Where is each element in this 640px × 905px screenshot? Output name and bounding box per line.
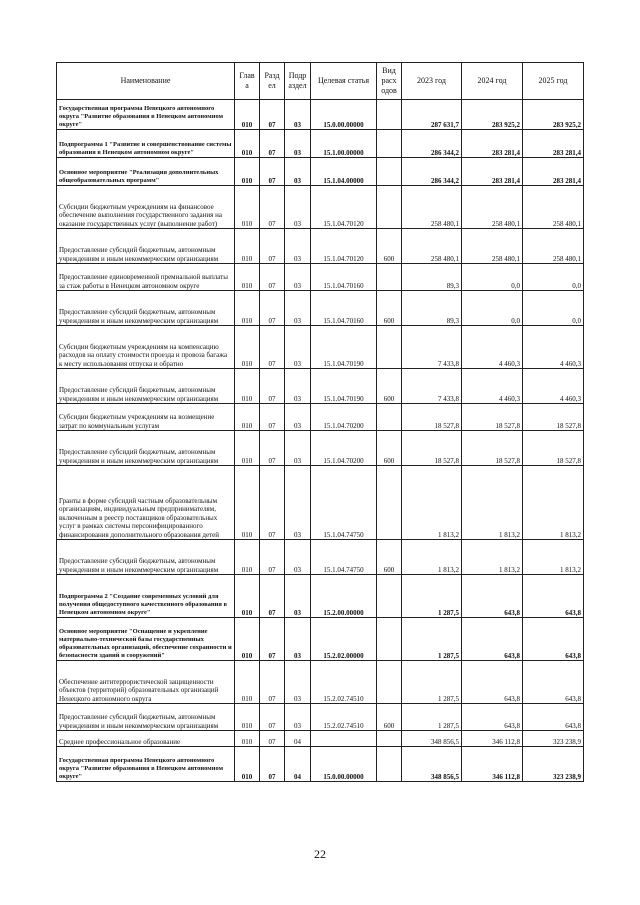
cell-y2025: 258 480,1 [523, 186, 584, 229]
cell-podrazdel: 03 [285, 264, 311, 291]
cell-target: 15.1.04.74750 [311, 540, 377, 575]
cell-y2023: 1 287,5 [402, 704, 462, 731]
cell-y2025: 643,8 [523, 661, 584, 704]
cell-podrazdel: 03 [285, 431, 311, 466]
cell-podrazdel: 03 [285, 404, 311, 431]
cell-y2024: 643,8 [462, 575, 523, 618]
table-row [57, 661, 584, 704]
cell-y2024: 0,0 [462, 264, 523, 291]
cell-vid [377, 404, 402, 431]
cell-y2024: 283 925,2 [462, 100, 523, 130]
cell-y2024: 283 281,4 [462, 130, 523, 158]
cell-podrazdel: 03 [285, 291, 311, 326]
cell-vid [377, 326, 402, 369]
cell-vid [377, 264, 402, 291]
cell-y2025: 18 527,8 [523, 404, 584, 431]
cell-vid: 600 [377, 291, 402, 326]
cell-podrazdel: 03 [285, 229, 311, 264]
col-name-header: Наименование [57, 63, 235, 100]
cell-glava: 010 [235, 291, 260, 326]
cell-vid [377, 661, 402, 704]
cell-y2023: 1 287,5 [402, 661, 462, 704]
cell-razdel: 07 [260, 747, 285, 782]
cell-y2024: 258 480,1 [462, 229, 523, 264]
cell-razdel: 07 [260, 369, 285, 404]
cell-podrazdel: 03 [285, 369, 311, 404]
table-row [57, 326, 584, 369]
cell-name: Государственная программа Ненецкого автономного округа "Развитие образования в Ненецком автономном округе" [57, 747, 235, 782]
cell-vid [377, 158, 402, 186]
cell-y2023: 286 344,2 [402, 130, 462, 158]
cell-name: Предоставление субсидий бюджетным, автономным учреждениям и иным некоммерческим организациям [57, 704, 235, 731]
cell-glava: 010 [235, 618, 260, 661]
cell-y2023: 89,3 [402, 264, 462, 291]
cell-y2025: 643,8 [523, 575, 584, 618]
cell-y2025: 283 925,2 [523, 100, 584, 130]
cell-target: 15.1.04.70120 [311, 186, 377, 229]
cell-razdel: 07 [260, 291, 285, 326]
cell-y2023: 1 287,5 [402, 618, 462, 661]
cell-name: Субсидии бюджетным учреждениям на компенсацию расходов на оплату стоимости проезда и провоза багажа к месту использования отпуска и обратно [57, 326, 235, 369]
cell-y2023: 18 527,8 [402, 404, 462, 431]
table-row [57, 158, 584, 186]
cell-y2025: 323 238,9 [523, 747, 584, 782]
cell-vid: 600 [377, 431, 402, 466]
cell-razdel: 07 [260, 100, 285, 130]
cell-y2024: 643,8 [462, 704, 523, 731]
cell-podrazdel: 03 [285, 540, 311, 575]
cell-glava: 010 [235, 704, 260, 731]
cell-target: 15.2.02.74510 [311, 704, 377, 731]
cell-razdel: 07 [260, 575, 285, 618]
cell-target: 15.1.00.00000 [311, 130, 377, 158]
table-row [57, 130, 584, 158]
cell-y2024: 283 281,4 [462, 158, 523, 186]
table-row [57, 431, 584, 466]
cell-y2025: 4 460,3 [523, 369, 584, 404]
col-vid-header: Вид расх одов [377, 63, 402, 100]
cell-y2024: 1 813,2 [462, 540, 523, 575]
table-row [57, 264, 584, 291]
cell-name: Субсидии бюджетным учреждениям на возмещение затрат по коммунальным услугам [57, 404, 235, 431]
cell-target: 15.1.04.70120 [311, 229, 377, 264]
page-number: 22 [314, 847, 326, 861]
cell-y2025: 258 480,1 [523, 229, 584, 264]
table-row [57, 731, 584, 747]
cell-target: 15.1.04.00000 [311, 158, 377, 186]
cell-target: 15.2.00.00000 [311, 575, 377, 618]
cell-glava: 010 [235, 229, 260, 264]
cell-glava: 010 [235, 540, 260, 575]
cell-podrazdel: 04 [285, 747, 311, 782]
cell-name: Предоставление субсидий бюджетным, автономным учреждениям и иным некоммерческим организациям [57, 369, 235, 404]
cell-target: 15.1.04.70160 [311, 291, 377, 326]
budget-table [56, 62, 584, 782]
table-row [57, 618, 584, 661]
cell-name: Государственная программа Ненецкого автономного округа "Развитие образования в Ненецком автономном округе" [57, 100, 235, 130]
cell-vid [377, 100, 402, 130]
cell-razdel: 07 [260, 704, 285, 731]
cell-target: 15.0.00.00000 [311, 747, 377, 782]
cell-name: Подпрограмма 2 "Создание современных условий для получения общедоступного качественного образования в Ненецком автономном округе" [57, 575, 235, 618]
cell-name: Среднее профессиональное образование [57, 731, 235, 747]
cell-name: Предоставление субсидий бюджетным, автономным учреждениям и иным некоммерческим организациям [57, 431, 235, 466]
cell-vid: 600 [377, 540, 402, 575]
cell-name: Основное мероприятие "Оснащение и укрепление материально-технической базы государственных образовательных организаций, обеспечение сохранности и безопасности зданий и сооружений" [57, 618, 235, 661]
cell-name: Субсидии бюджетным учреждениям на финансовое обеспечение выполнения государственного задания на оказание государственных услуг (выполнение работ) [57, 186, 235, 229]
table-row [57, 369, 584, 404]
cell-razdel: 07 [260, 431, 285, 466]
cell-y2024: 0,0 [462, 291, 523, 326]
cell-target: 15.1.04.70200 [311, 404, 377, 431]
cell-y2024: 643,8 [462, 618, 523, 661]
cell-y2025: 643,8 [523, 618, 584, 661]
col-podrazdel-header: Подр аздел [285, 63, 311, 100]
cell-vid: 600 [377, 369, 402, 404]
cell-name: Подпрограмма 1 "Развитие и совершенствование системы образования в Ненецком автономном округе" [57, 130, 235, 158]
cell-glava: 010 [235, 264, 260, 291]
cell-y2025: 0,0 [523, 264, 584, 291]
table-row [57, 747, 584, 782]
cell-y2024: 346 112,8 [462, 731, 523, 747]
cell-vid [377, 575, 402, 618]
cell-y2023: 258 480,1 [402, 186, 462, 229]
cell-glava: 010 [235, 747, 260, 782]
cell-podrazdel: 03 [285, 158, 311, 186]
cell-razdel: 07 [260, 731, 285, 747]
col-razdel-header: Разд ел [260, 63, 285, 100]
cell-y2023: 1 287,5 [402, 575, 462, 618]
table-row [57, 100, 584, 130]
cell-podrazdel: 03 [285, 326, 311, 369]
cell-y2023: 286 344,2 [402, 158, 462, 186]
cell-podrazdel: 03 [285, 575, 311, 618]
cell-target: 15.1.04.70190 [311, 369, 377, 404]
cell-y2025: 1 813,2 [523, 540, 584, 575]
cell-y2025: 1 813,2 [523, 466, 584, 540]
table-row [57, 291, 584, 326]
cell-razdel: 07 [260, 404, 285, 431]
cell-vid [377, 466, 402, 540]
col-target-header: Целевая статья [311, 63, 377, 100]
cell-razdel: 07 [260, 158, 285, 186]
cell-y2023: 348 856,5 [402, 731, 462, 747]
cell-glava: 010 [235, 326, 260, 369]
cell-name: Обеспечение антитеррористической защищенности объектов (территорий) образовательных организаций Ненецкого автономного округа [57, 661, 235, 704]
cell-glava: 010 [235, 130, 260, 158]
table-row [57, 186, 584, 229]
cell-podrazdel: 03 [285, 466, 311, 540]
cell-name: Предоставление единовременной премиальной выплаты за стаж работы в Ненецком автономном округе [57, 264, 235, 291]
cell-y2024: 4 460,3 [462, 326, 523, 369]
cell-y2025: 283 281,4 [523, 130, 584, 158]
cell-glava: 010 [235, 661, 260, 704]
header-row [57, 63, 584, 100]
cell-y2023: 1 813,2 [402, 466, 462, 540]
cell-name: Основное мероприятие "Реализация дополнительных общеобразовательных программ" [57, 158, 235, 186]
cell-razdel: 07 [260, 229, 285, 264]
cell-razdel: 07 [260, 130, 285, 158]
cell-razdel: 07 [260, 466, 285, 540]
table-row [57, 540, 584, 575]
cell-razdel: 07 [260, 264, 285, 291]
col-2025-header: 2025 год [523, 63, 584, 100]
table-row [57, 704, 584, 731]
cell-y2023: 18 527,8 [402, 431, 462, 466]
cell-name: Предоставление субсидий бюджетным, автономным учреждениям и иным некоммерческим организациям [57, 291, 235, 326]
cell-glava: 010 [235, 100, 260, 130]
cell-glava: 010 [235, 404, 260, 431]
cell-glava: 010 [235, 466, 260, 540]
cell-razdel: 07 [260, 326, 285, 369]
cell-vid [377, 186, 402, 229]
cell-target: 15.1.04.70200 [311, 431, 377, 466]
cell-y2024: 1 813,2 [462, 466, 523, 540]
cell-vid [377, 747, 402, 782]
cell-y2025: 323 238,9 [523, 731, 584, 747]
cell-y2023: 89,3 [402, 291, 462, 326]
cell-y2024: 4 460,3 [462, 369, 523, 404]
cell-glava: 010 [235, 369, 260, 404]
cell-glava: 010 [235, 158, 260, 186]
cell-y2024: 258 480,1 [462, 186, 523, 229]
cell-podrazdel: 03 [285, 130, 311, 158]
col-2024-header: 2024 год [462, 63, 523, 100]
table-row [57, 404, 584, 431]
cell-vid [377, 618, 402, 661]
cell-glava: 010 [235, 731, 260, 747]
cell-target: 15.0.00.00000 [311, 100, 377, 130]
cell-razdel: 07 [260, 540, 285, 575]
cell-podrazdel: 03 [285, 186, 311, 229]
cell-vid: 600 [377, 704, 402, 731]
cell-y2024: 346 112,8 [462, 747, 523, 782]
cell-y2024: 18 527,8 [462, 404, 523, 431]
cell-glava: 010 [235, 431, 260, 466]
cell-y2023: 287 631,7 [402, 100, 462, 130]
cell-y2025: 4 460,3 [523, 326, 584, 369]
table-row [57, 229, 584, 264]
cell-name: Предоставление субсидий бюджетным, автономным учреждениям и иным некоммерческим организациям [57, 229, 235, 264]
cell-vid: 600 [377, 229, 402, 264]
cell-y2024: 18 527,8 [462, 431, 523, 466]
cell-glava: 010 [235, 186, 260, 229]
cell-podrazdel: 03 [285, 100, 311, 130]
table-row [57, 575, 584, 618]
cell-target: 15.1.04.70190 [311, 326, 377, 369]
cell-y2023: 7 433,8 [402, 369, 462, 404]
col-glava-header: Глав а [235, 63, 260, 100]
cell-podrazdel: 03 [285, 618, 311, 661]
cell-target [311, 731, 377, 747]
cell-target: 15.2.02.74510 [311, 661, 377, 704]
cell-y2025: 283 281,4 [523, 158, 584, 186]
cell-name: Гранты в форме субсидий частным образовательным организациям, индивидуальным предпринимателям, включенным в реестр поставщиков образовательных услуг в рамках системы персонифицированного финансирования дополнительного образования детей [57, 466, 235, 540]
cell-y2023: 258 480,1 [402, 229, 462, 264]
cell-y2023: 1 813,2 [402, 540, 462, 575]
cell-podrazdel: 03 [285, 661, 311, 704]
cell-y2023: 348 856,5 [402, 747, 462, 782]
cell-name: Предоставление субсидий бюджетным, автономным учреждениям и иным некоммерческим организациям [57, 540, 235, 575]
cell-y2025: 643,8 [523, 704, 584, 731]
cell-vid [377, 731, 402, 747]
cell-y2025: 0,0 [523, 291, 584, 326]
cell-target: 15.1.04.74750 [311, 466, 377, 540]
cell-podrazdel: 03 [285, 704, 311, 731]
cell-razdel: 07 [260, 618, 285, 661]
cell-y2025: 18 527,8 [523, 431, 584, 466]
cell-podrazdel: 04 [285, 731, 311, 747]
cell-vid [377, 130, 402, 158]
cell-y2023: 7 433,8 [402, 326, 462, 369]
cell-target: 15.2.02.00000 [311, 618, 377, 661]
cell-target: 15.1.04.70160 [311, 264, 377, 291]
col-2023-header: 2023 год [402, 63, 462, 100]
cell-razdel: 07 [260, 661, 285, 704]
cell-razdel: 07 [260, 186, 285, 229]
cell-y2024: 643,8 [462, 661, 523, 704]
cell-glava: 010 [235, 575, 260, 618]
table-row [57, 466, 584, 540]
